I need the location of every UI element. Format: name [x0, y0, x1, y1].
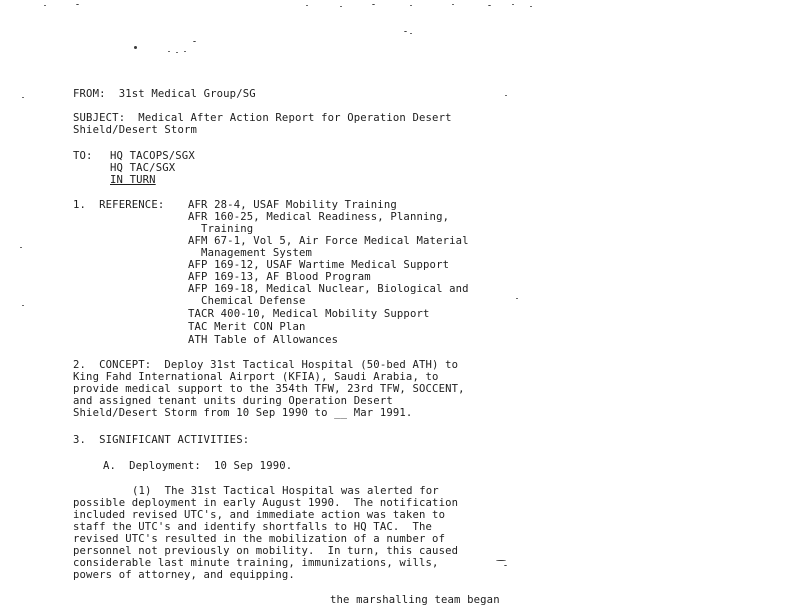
activities-paragraph-line: staff the UTC's and identify shortfalls to HQ TAC. The	[73, 521, 433, 533]
reference-item: AFR 160-25, Medical Readiness, Planning,	[188, 211, 450, 223]
concept-line: provide medical support to the 354th TFW, 23rd TFW, SOCCENT,	[73, 383, 465, 395]
reference-item: TAC Merit CON Plan	[188, 321, 306, 333]
stray-mark	[504, 565, 507, 566]
concept-line: King Fahd International Airport (KFIA), Saudi Arabia, to	[73, 371, 439, 383]
reference-item: AFR 28-4, USAF Mobility Training	[188, 199, 397, 211]
reference-heading: 1. REFERENCE:	[73, 199, 165, 211]
activities-heading: 3. SIGNIFICANT ACTIVITIES:	[73, 434, 250, 446]
subject-line	[73, 112, 452, 124]
reference-item: AFP 169-18, Medical Nuclear, Biological and	[188, 283, 469, 295]
reference-item: AFP 169-12, USAF Wartime Medical Support	[188, 259, 450, 271]
stray-mark	[184, 51, 186, 52]
concept-line: Shield/Desert Storm from 10 Sep 1990 to __ Mar 1991.	[73, 407, 413, 419]
deployment-heading: A. Deployment: 10 Sep 1990.	[103, 460, 293, 472]
activities-paragraph-line: included revised UTC's, and immediate action was taken to	[73, 509, 446, 521]
stray-mark	[176, 52, 178, 53]
stray-mark	[516, 298, 518, 299]
reference-item: TACR 400-10, Medical Mobility Support	[188, 308, 430, 320]
activities-paragraph-line: revised UTC's resulted in the mobilization of a number of	[73, 533, 446, 545]
to-label: TO:	[73, 150, 93, 162]
to-recipient: HQ TACOPS/SGX	[110, 150, 195, 162]
reference-item: Management System	[188, 247, 313, 259]
activities-paragraph-line: (1) The 31st Tactical Hospital was alerted for	[132, 485, 439, 497]
activities-paragraph-line: considerable last minute training, immunizations, wills,	[73, 557, 439, 569]
stray-mark	[193, 41, 196, 42]
reference-item: Chemical Defense	[188, 295, 306, 307]
cutoff-line: the marshalling team began	[330, 594, 500, 606]
reference-item: Training	[188, 223, 254, 235]
reference-item: ATH Table of Allowances	[188, 334, 339, 346]
fax-header-noise	[0, 0, 800, 10]
stray-mark	[22, 97, 24, 98]
subject-text-1: Medical After Action Report for Operation Desert	[138, 112, 452, 124]
subject-text-2: Shield/Desert Storm	[73, 124, 198, 136]
stray-mark	[505, 95, 507, 96]
reference-item: AFM 67-1, Vol 5, Air Force Medical Material	[188, 235, 469, 247]
activities-paragraph-line: possible deployment in early August 1990. The notification	[73, 497, 459, 509]
stray-mark	[410, 33, 412, 34]
from-line	[73, 88, 256, 100]
concept-line: 2. CONCEPT: Deploy 31st Tactical Hospital (50-bed ATH) to	[73, 359, 459, 371]
stray-mark	[496, 560, 506, 561]
stray-mark	[168, 51, 170, 52]
from-value: 31st Medical Group/SG	[118, 88, 256, 100]
subject-label: SUBJECT:	[73, 112, 126, 124]
stray-mark	[22, 305, 24, 306]
activities-paragraph-line: personnel not previously on mobility. In turn, this caused	[73, 545, 459, 557]
stray-mark	[404, 31, 407, 32]
from-label: FROM:	[73, 88, 106, 100]
to-recipient: IN TURN	[110, 174, 156, 186]
concept-line: and assigned tenant units during Operation Desert	[73, 395, 393, 407]
to-recipient: HQ TAC/SGX	[110, 162, 176, 174]
reference-item: AFP 169-13, AF Blood Program	[188, 271, 371, 283]
activities-paragraph-line: powers of attorney, and equipping.	[73, 569, 295, 581]
stray-mark	[134, 46, 137, 49]
stray-mark	[20, 247, 22, 248]
